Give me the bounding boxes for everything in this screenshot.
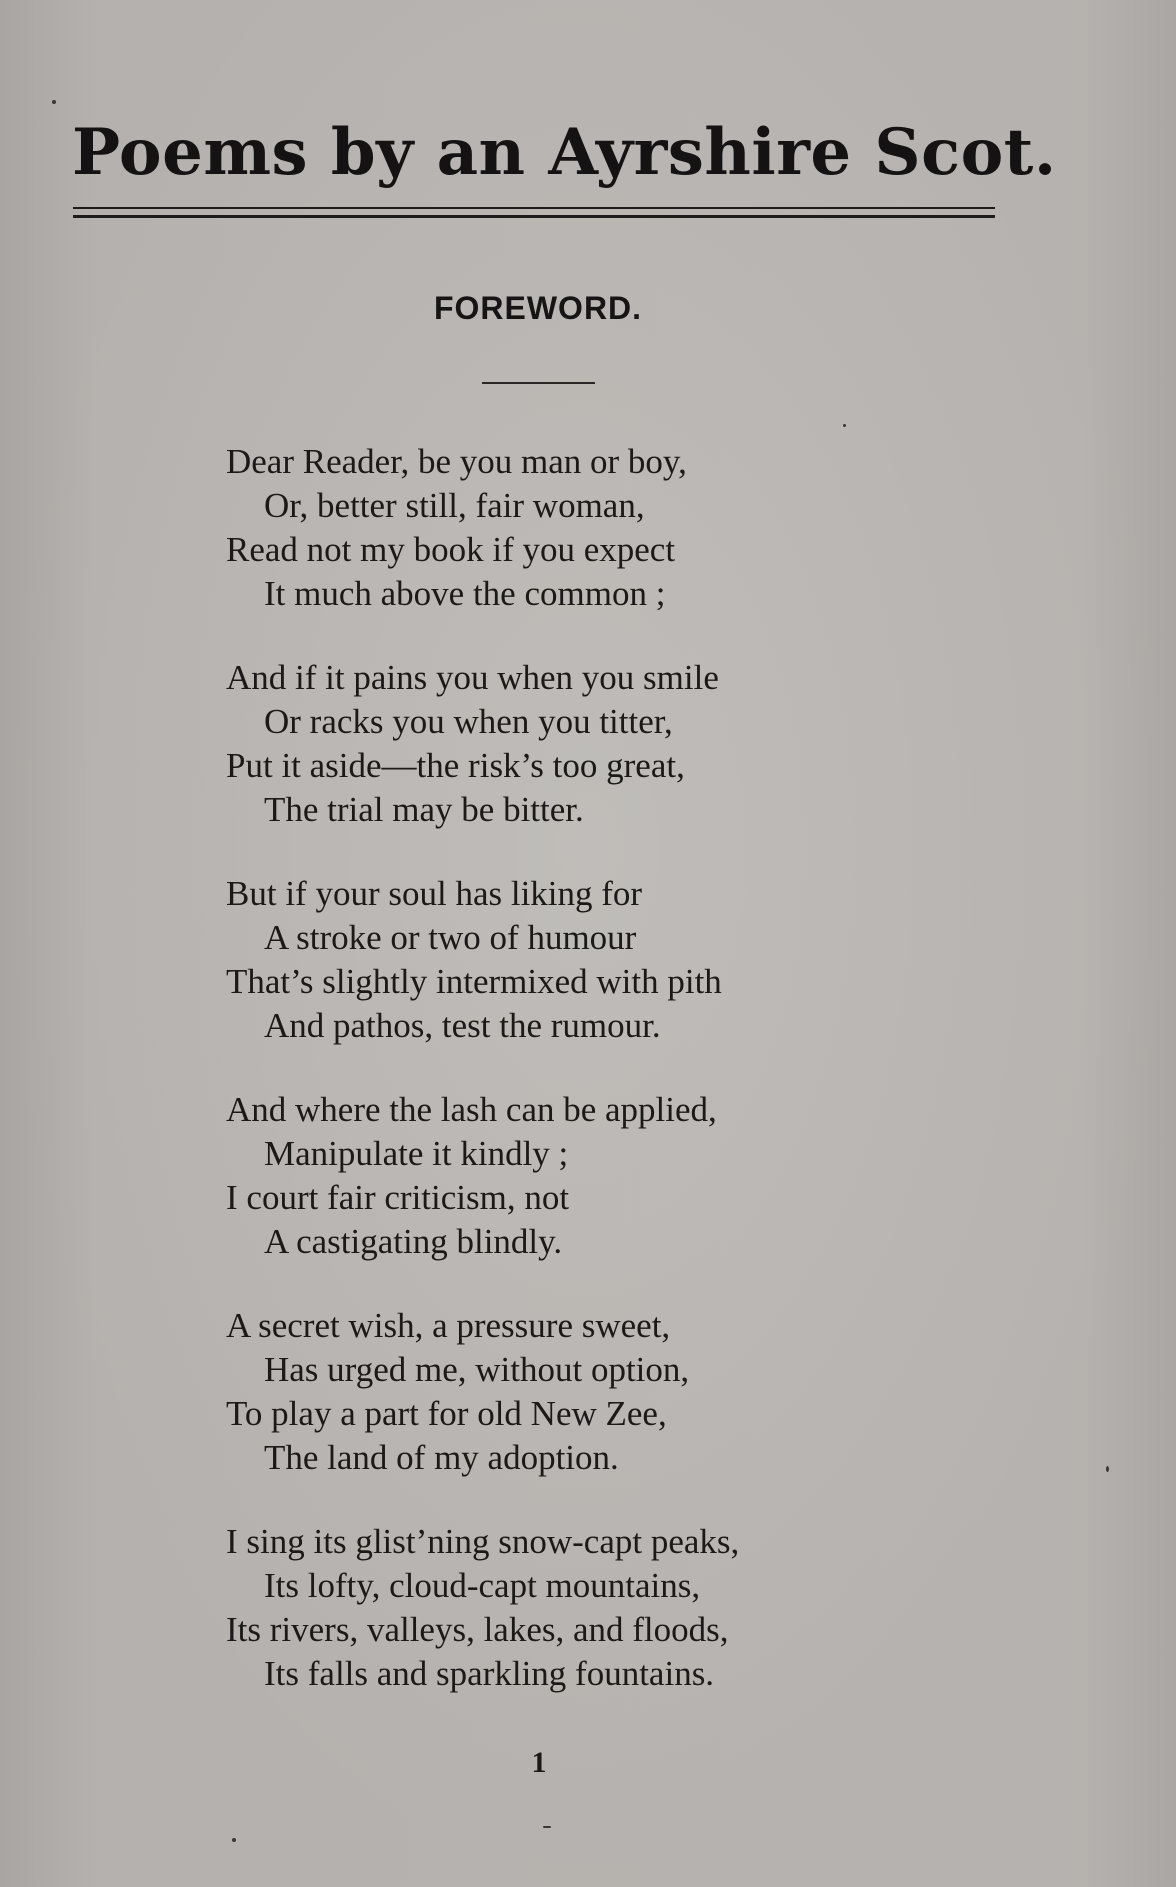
stanza: [226, 440, 986, 617]
paper-speck: [1106, 1466, 1109, 1472]
page-title: Poems by an Ayrshire Scot.: [72, 115, 1057, 190]
title-rule-thick: [73, 215, 995, 218]
section-heading: FOREWORD.: [433, 290, 643, 326]
poem-line: Dear Reader, be you man or boy,: [226, 442, 687, 481]
poem-line: Manipulate it kindly ;: [264, 1134, 569, 1173]
stanza: [226, 656, 986, 833]
poem-line: To play a part for old New Zee,: [226, 1394, 667, 1433]
poem-line: Or, better still, fair woman,: [264, 486, 645, 525]
poem-line: The land of my adoption.: [264, 1438, 619, 1477]
stanza: [226, 872, 986, 1049]
poem-line: Or racks you when you titter,: [264, 702, 673, 741]
stanza: [226, 1304, 986, 1481]
poem-line: Read not my book if you expect: [226, 530, 676, 569]
poem-line: Its lofty, cloud-capt mountains,: [264, 1566, 701, 1605]
poem-line: It much above the common ;: [264, 574, 666, 613]
poem-line: A secret wish, a pressure sweet,: [226, 1306, 671, 1345]
stanza: [226, 1088, 986, 1265]
poem: [226, 440, 986, 1736]
poem-line: That’s slightly intermixed with pith: [226, 962, 722, 1001]
poem-line: A castigating blindly.: [264, 1222, 563, 1261]
poem-line: But if your soul has liking for: [226, 874, 643, 913]
paper-speck: [843, 424, 846, 427]
heading-divider: [482, 382, 595, 384]
poem-line: The trial may be bitter.: [264, 790, 584, 829]
poem-line: Its falls and sparkling fountains.: [264, 1654, 715, 1693]
poem-line: I sing its glist’ning snow-capt peaks,: [226, 1522, 740, 1561]
poem-line: And where the lash can be applied,: [226, 1090, 717, 1129]
poem-line: And pathos, test the rumour.: [264, 1006, 661, 1045]
stanza: [226, 1520, 986, 1697]
paper-speck: [543, 1826, 551, 1828]
paper-speck: [232, 1838, 236, 1842]
poem-line: And if it pains you when you smile: [226, 658, 719, 697]
page-number: 1: [531, 1746, 547, 1779]
poem-line: I court fair criticism, not: [226, 1178, 570, 1217]
poem-line: A stroke or two of humour: [264, 918, 637, 957]
poem-line: Its rivers, valleys, lakes, and floods,: [226, 1610, 729, 1649]
poem-line: Has urged me, without option,: [264, 1350, 690, 1389]
paper-speck: [52, 100, 56, 104]
title-rule-thin: [73, 207, 995, 209]
poem-line: Put it aside—the risk’s too great,: [226, 746, 685, 785]
